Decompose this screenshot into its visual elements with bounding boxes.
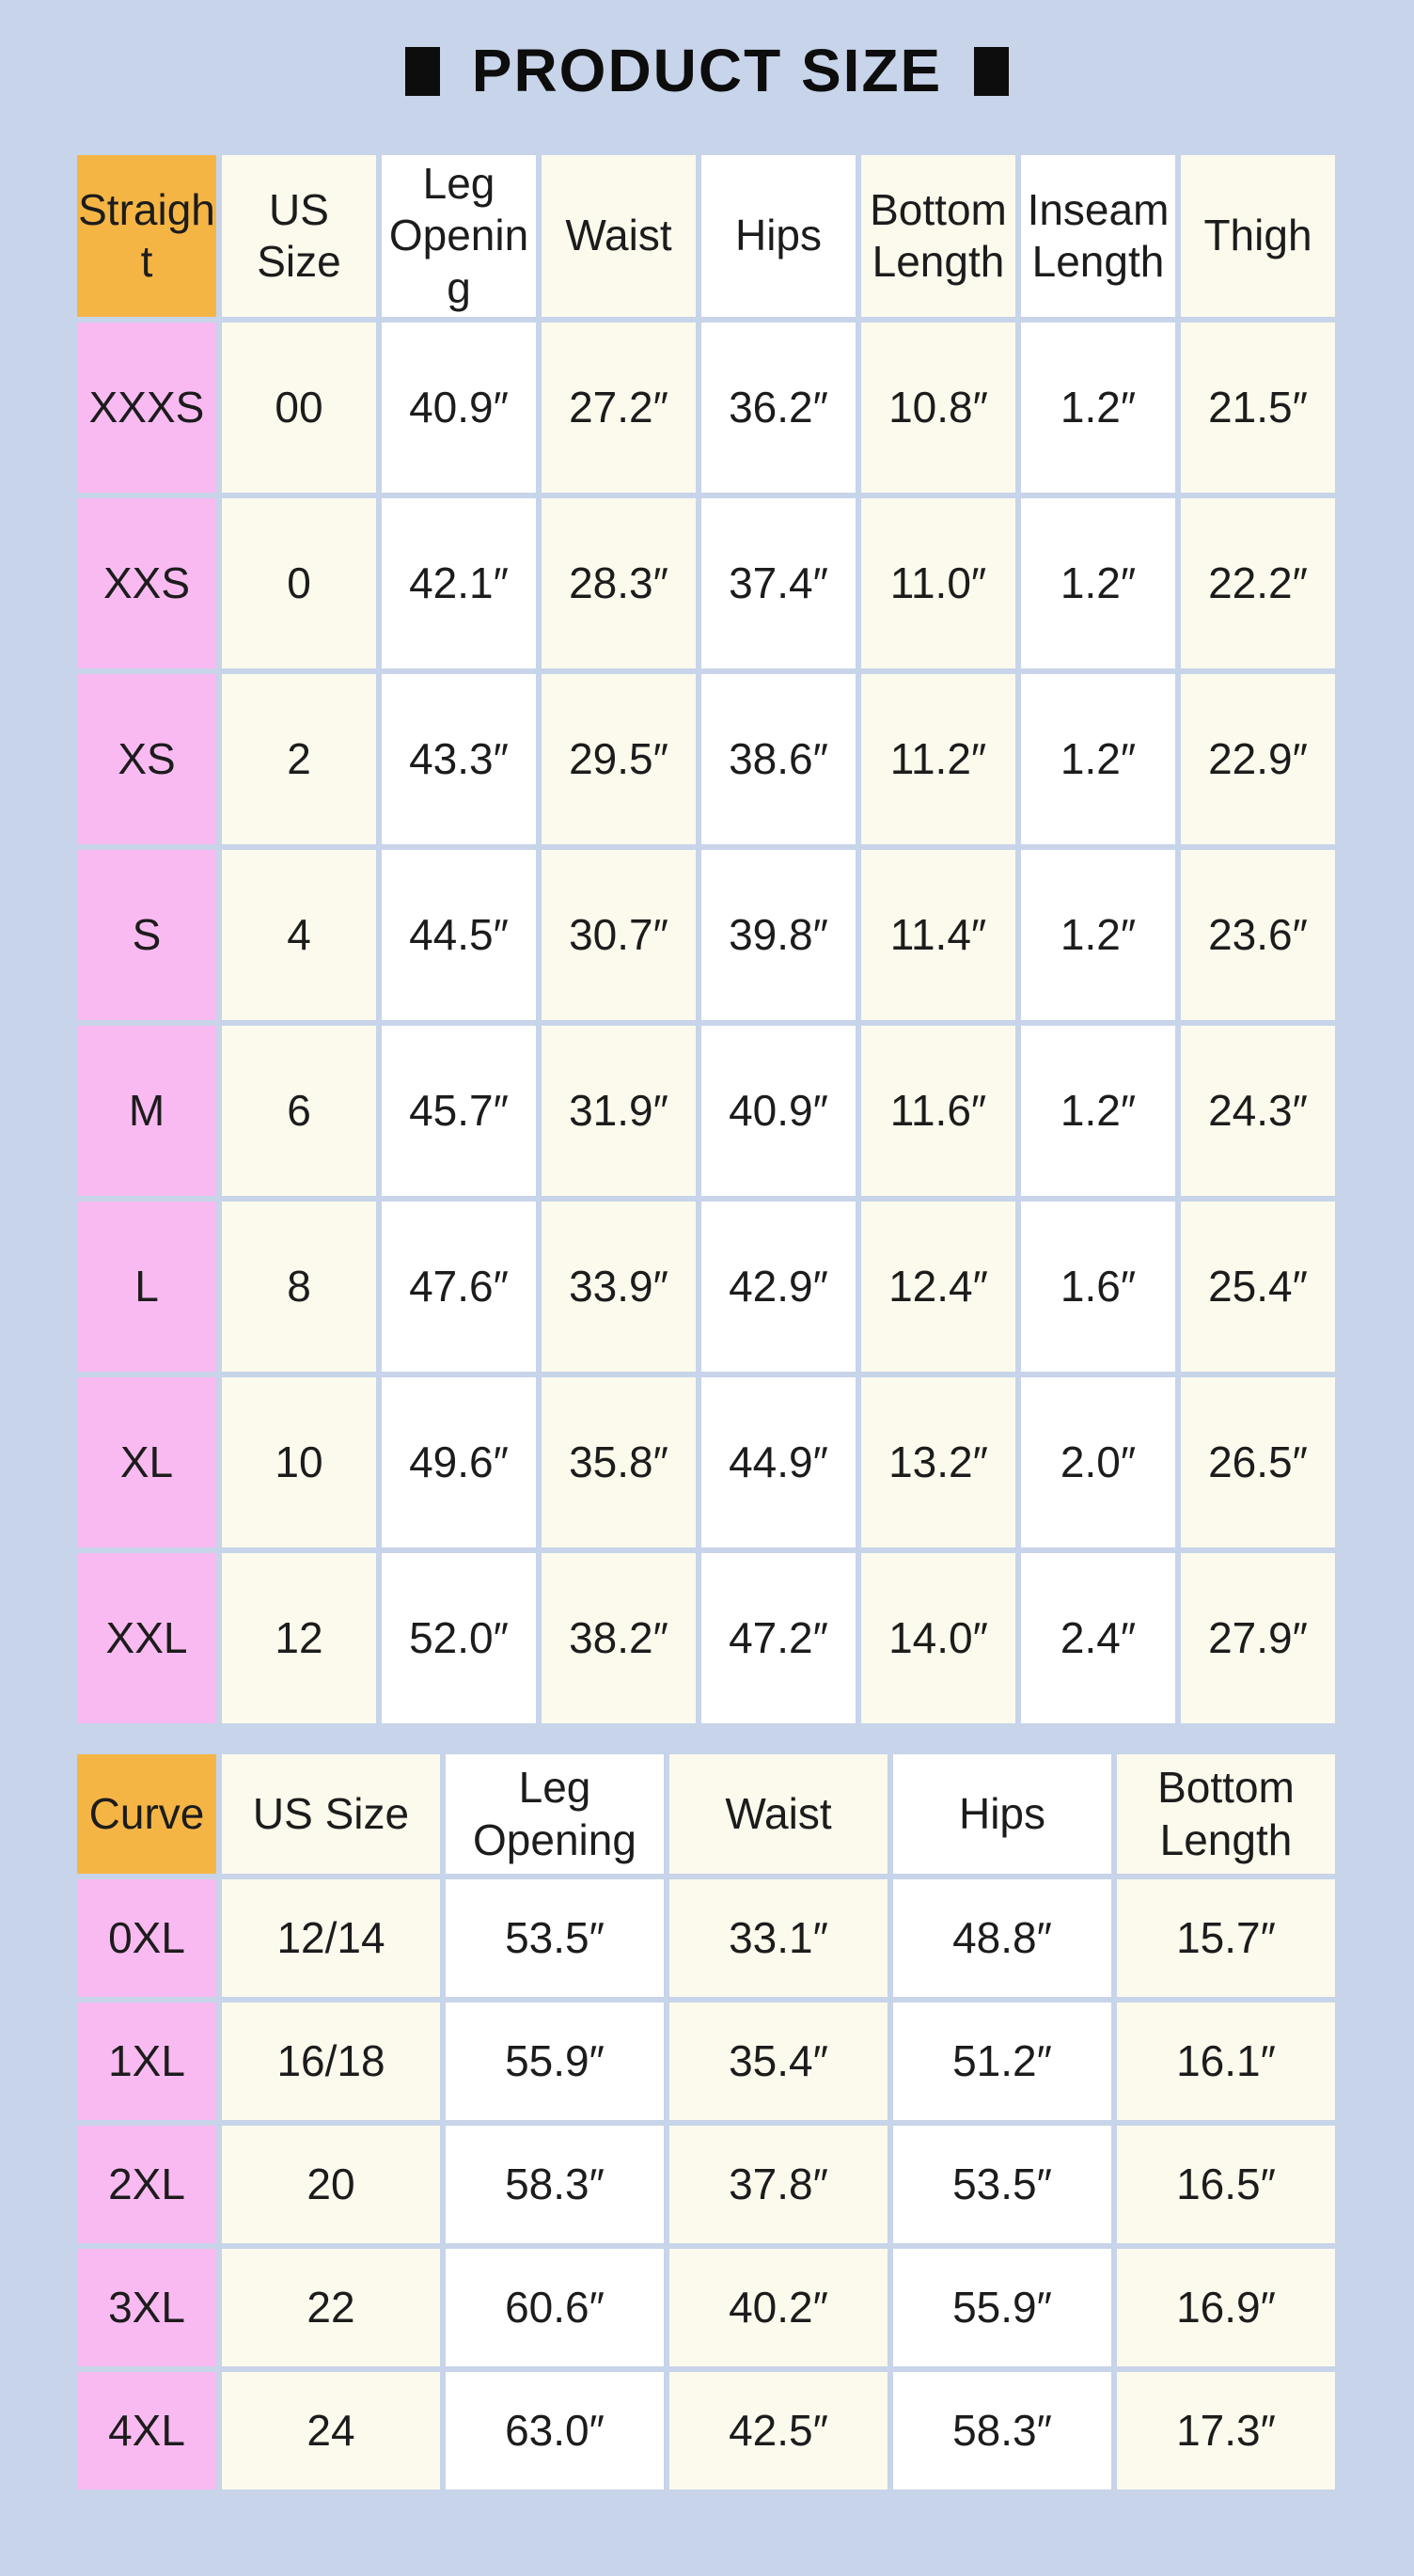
straight-value-cell: 1.2″ <box>1021 850 1175 1020</box>
straight-column-header: Inseam Length <box>1021 155 1175 317</box>
straight-data-row <box>77 498 1335 668</box>
straight-value-cell: 44.5″ <box>382 850 536 1020</box>
straight-value-cell: 27.2″ <box>542 322 696 493</box>
straight-value-cell: 1.2″ <box>1021 674 1175 844</box>
curve-value-cell: 53.5″ <box>893 2126 1111 2243</box>
straight-value-cell: 35.8″ <box>542 1377 696 1547</box>
straight-value-cell: 11.4″ <box>861 850 1015 1020</box>
straight-value-cell: 27.9″ <box>1181 1553 1335 1723</box>
straight-size-label-cell: L <box>77 1202 216 1372</box>
straight-value-cell: 1.2″ <box>1021 322 1175 493</box>
straight-header-row <box>77 155 1335 317</box>
straight-value-cell: 38.2″ <box>542 1553 696 1723</box>
straight-value-cell: 42.9″ <box>701 1202 856 1372</box>
straight-value-cell: 13.2″ <box>861 1377 1015 1547</box>
curve-size-label-cell: 3XL <box>77 2249 216 2366</box>
straight-value-cell: 38.6″ <box>701 674 856 844</box>
straight-size-label-cell: XXXS <box>77 322 216 493</box>
straight-size-label-cell: XXS <box>77 498 216 668</box>
straight-value-cell: 29.5″ <box>542 674 696 844</box>
curve-size-label-cell: 0XL <box>77 1879 216 1997</box>
curve-value-cell: 33.1″ <box>669 1879 888 1997</box>
straight-value-cell: 00 <box>222 322 376 493</box>
straight-value-cell: 0 <box>222 498 376 668</box>
straight-data-row <box>77 1202 1335 1372</box>
straight-value-cell: 2 <box>222 674 376 844</box>
curve-value-cell: 40.2″ <box>669 2249 888 2366</box>
curve-size-label-cell: 2XL <box>77 2126 216 2243</box>
straight-size-label-cell: XXL <box>77 1553 216 1723</box>
curve-header-row <box>77 1754 1335 1874</box>
straight-value-cell: 22.2″ <box>1181 498 1335 668</box>
straight-column-header: Hips <box>701 155 856 317</box>
page-title <box>0 32 1414 110</box>
curve-value-cell: 24 <box>222 2372 440 2490</box>
curve-column-header: US Size <box>222 1754 440 1874</box>
curve-value-cell: 58.3″ <box>446 2126 664 2243</box>
straight-value-cell: 28.3″ <box>542 498 696 668</box>
straight-value-cell: 1.2″ <box>1021 1026 1175 1196</box>
straight-value-cell: 31.9″ <box>542 1026 696 1196</box>
straight-value-cell: 24.3″ <box>1181 1026 1335 1196</box>
straight-value-cell: 12 <box>222 1553 376 1723</box>
curve-column-header: Hips <box>893 1754 1111 1874</box>
curve-value-cell: 16/18 <box>222 2003 440 2120</box>
straight-value-cell: 10.8″ <box>861 322 1015 493</box>
straight-value-cell: 39.8″ <box>701 850 856 1020</box>
curve-data-row <box>77 2249 1335 2366</box>
straight-value-cell: 40.9″ <box>382 322 536 493</box>
curve-size-label-cell: 4XL <box>77 2372 216 2490</box>
straight-data-row <box>77 674 1335 844</box>
straight-value-cell: 47.2″ <box>701 1553 856 1723</box>
straight-column-header: Waist <box>542 155 696 317</box>
title-bullet-left-icon <box>405 47 440 96</box>
straight-data-row <box>77 322 1335 493</box>
curve-value-cell: 60.6″ <box>446 2249 664 2366</box>
straight-value-cell: 52.0″ <box>382 1553 536 1723</box>
curve-value-cell: 12/14 <box>222 1879 440 1997</box>
curve-corner-header: Curve <box>77 1754 216 1874</box>
straight-value-cell: 10 <box>222 1377 376 1547</box>
page-title-text: PRODUCT SIZE <box>471 37 943 104</box>
straight-value-cell: 11.0″ <box>861 498 1015 668</box>
straight-value-cell: 11.6″ <box>861 1026 1015 1196</box>
straight-size-label-cell: XS <box>77 674 216 844</box>
straight-value-cell: 49.6″ <box>382 1377 536 1547</box>
straight-value-cell: 4 <box>222 850 376 1020</box>
curve-value-cell: 20 <box>222 2126 440 2243</box>
straight-value-cell: 22.9″ <box>1181 674 1335 844</box>
straight-value-cell: 26.5″ <box>1181 1377 1335 1547</box>
straight-value-cell: 42.1″ <box>382 498 536 668</box>
curve-value-cell: 15.7″ <box>1117 1879 1335 1997</box>
straight-column-header: Thigh <box>1181 155 1335 317</box>
straight-data-row <box>77 1377 1335 1547</box>
curve-value-cell: 42.5″ <box>669 2372 888 2490</box>
curve-value-cell: 16.9″ <box>1117 2249 1335 2366</box>
curve-data-row <box>77 2003 1335 2120</box>
curve-data-row <box>77 1879 1335 1997</box>
straight-size-table <box>71 149 1341 1729</box>
straight-value-cell: 6 <box>222 1026 376 1196</box>
straight-value-cell: 8 <box>222 1202 376 1372</box>
straight-value-cell: 36.2″ <box>701 322 856 493</box>
curve-data-row <box>77 2372 1335 2490</box>
curve-value-cell: 53.5″ <box>446 1879 664 1997</box>
straight-data-row <box>77 850 1335 1020</box>
straight-value-cell: 25.4″ <box>1181 1202 1335 1372</box>
straight-value-cell: 2.0″ <box>1021 1377 1175 1547</box>
straight-column-header: US Size <box>222 155 376 317</box>
curve-size-label-cell: 1XL <box>77 2003 216 2120</box>
straight-value-cell: 47.6″ <box>382 1202 536 1372</box>
curve-column-header: Leg Opening <box>446 1754 664 1874</box>
straight-value-cell: 2.4″ <box>1021 1553 1175 1723</box>
straight-value-cell: 43.3″ <box>382 674 536 844</box>
straight-column-header: Leg Opening <box>382 155 536 317</box>
straight-data-row <box>77 1026 1335 1196</box>
straight-value-cell: 1.6″ <box>1021 1202 1175 1372</box>
straight-value-cell: 37.4″ <box>701 498 856 668</box>
curve-value-cell: 16.5″ <box>1117 2126 1335 2243</box>
straight-value-cell: 23.6″ <box>1181 850 1335 1020</box>
curve-value-cell: 17.3″ <box>1117 2372 1335 2490</box>
curve-value-cell: 35.4″ <box>669 2003 888 2120</box>
curve-value-cell: 48.8″ <box>893 1879 1111 1997</box>
straight-value-cell: 33.9″ <box>542 1202 696 1372</box>
straight-column-header: Bottom Length <box>861 155 1015 317</box>
straight-value-cell: 11.2″ <box>861 674 1015 844</box>
curve-size-table <box>71 1749 1341 2495</box>
straight-value-cell: 21.5″ <box>1181 322 1335 493</box>
straight-value-cell: 44.9″ <box>701 1377 856 1547</box>
straight-value-cell: 1.2″ <box>1021 498 1175 668</box>
straight-corner-header: Straight <box>77 155 216 317</box>
straight-value-cell: 14.0″ <box>861 1553 1015 1723</box>
curve-value-cell: 55.9″ <box>893 2249 1111 2366</box>
title-bullet-right-icon <box>974 47 1009 96</box>
curve-value-cell: 58.3″ <box>893 2372 1111 2490</box>
straight-size-label-cell: M <box>77 1026 216 1196</box>
curve-value-cell: 16.1″ <box>1117 2003 1335 2120</box>
straight-value-cell: 40.9″ <box>701 1026 856 1196</box>
curve-value-cell: 37.8″ <box>669 2126 888 2243</box>
curve-data-row <box>77 2126 1335 2243</box>
straight-value-cell: 45.7″ <box>382 1026 536 1196</box>
curve-value-cell: 55.9″ <box>446 2003 664 2120</box>
straight-value-cell: 12.4″ <box>861 1202 1015 1372</box>
curve-column-header: Waist <box>669 1754 888 1874</box>
curve-value-cell: 51.2″ <box>893 2003 1111 2120</box>
straight-value-cell: 30.7″ <box>542 850 696 1020</box>
curve-column-header: Bottom Length <box>1117 1754 1335 1874</box>
curve-value-cell: 63.0″ <box>446 2372 664 2490</box>
curve-value-cell: 22 <box>222 2249 440 2366</box>
straight-size-label-cell: S <box>77 850 216 1020</box>
straight-data-row <box>77 1553 1335 1723</box>
straight-size-label-cell: XL <box>77 1377 216 1547</box>
